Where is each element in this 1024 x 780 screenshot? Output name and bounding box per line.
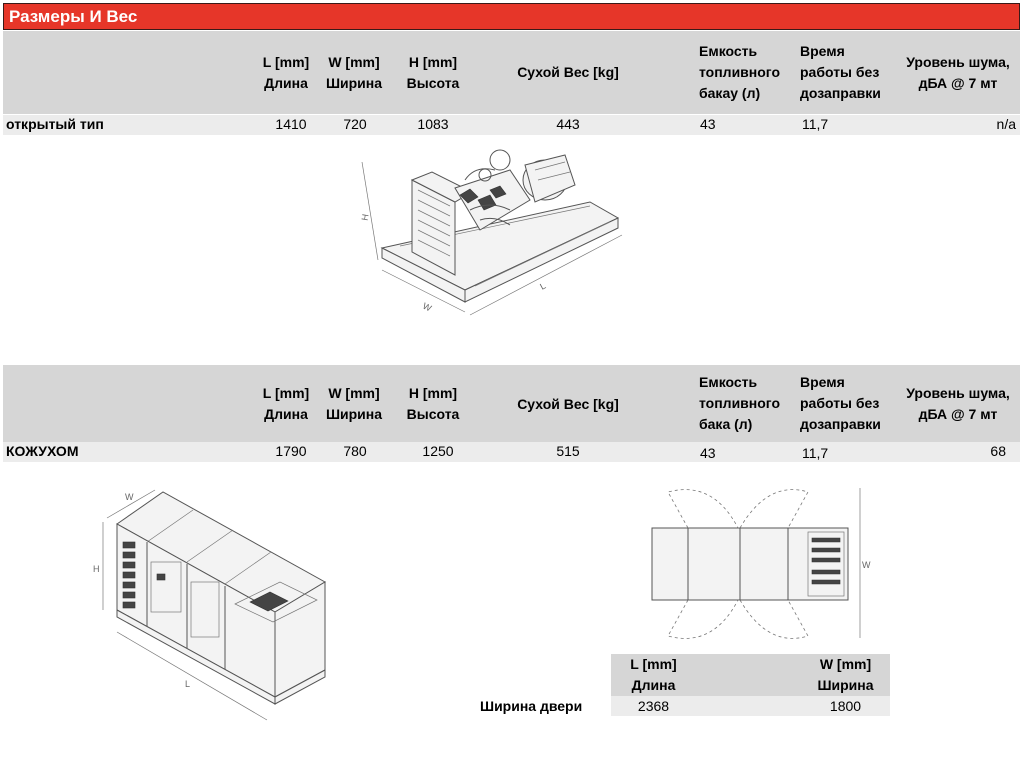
door-col-width-unit: W [mm]	[819, 656, 872, 672]
col-height-header	[398, 52, 468, 94]
canopy-header	[3, 365, 1020, 442]
col-runtime-line1-2: Время	[800, 374, 845, 390]
svg-text:H: H	[360, 213, 371, 222]
col-tank-line2: топливного	[699, 64, 780, 80]
canopy-runtime: 11,7	[802, 445, 829, 461]
col-length-header	[256, 52, 316, 94]
col-length-header-2	[256, 383, 316, 425]
open-type-noise: n/a	[996, 116, 1016, 132]
col-tank-header-2	[699, 372, 780, 435]
col-length-name-2: Длина	[264, 406, 308, 422]
canopy-tank: 43	[700, 445, 716, 461]
door-opening-drawing	[628, 478, 878, 648]
col-noise-line2-2: дБА @ 7 мт	[918, 406, 998, 422]
door-col-width-name: Ширина	[817, 677, 874, 693]
col-height-name-2: Высота	[406, 406, 460, 422]
door-width-header	[611, 654, 890, 696]
col-dry-weight-header-2: Сухой Вес [kg]	[517, 396, 619, 412]
col-width-name: Ширина	[325, 75, 383, 91]
open-type-header	[3, 31, 1020, 114]
svg-text:W: W	[862, 560, 871, 570]
col-dry-weight-header: Сухой Вес [kg]	[517, 64, 619, 80]
canopy-height: 1250	[422, 443, 454, 459]
col-tank-line2-2: топливного	[699, 395, 780, 411]
svg-text:L: L	[185, 679, 191, 689]
section-title-bar	[3, 3, 1020, 30]
col-noise-line2: дБА @ 7 мт	[918, 75, 998, 91]
open-type-row	[3, 115, 1020, 135]
col-noise-line1: Уровень шума,	[906, 54, 1010, 70]
door-width-width: 1800	[829, 698, 862, 714]
col-runtime-line3-2: дозаправки	[800, 416, 881, 432]
canopy-generator-drawing	[85, 482, 330, 732]
col-height-header-2	[398, 383, 468, 425]
door-width-label: Ширина двери	[480, 698, 583, 714]
col-height-unit: H [mm]	[408, 54, 458, 70]
col-length-name: Длина	[264, 75, 308, 91]
svg-text:L: L	[538, 280, 548, 292]
col-height-unit-2: H [mm]	[408, 385, 458, 401]
svg-text:W: W	[421, 300, 434, 314]
col-width-unit-2: W [mm]	[328, 385, 380, 401]
col-noise-header	[898, 52, 1018, 94]
col-runtime-line1: Время	[800, 43, 845, 59]
col-tank-line3: бакау (л)	[699, 85, 761, 101]
col-tank-line1: Емкость	[699, 43, 758, 59]
col-tank-header	[699, 41, 780, 104]
col-noise-line1-2: Уровень шума,	[906, 385, 1010, 401]
door-width-length: 2368	[637, 698, 670, 714]
col-width-name-2: Ширина	[325, 406, 383, 422]
door-col-width	[803, 654, 888, 696]
col-runtime-line2: работы без	[800, 64, 880, 80]
col-runtime-line2-2: работы без	[800, 395, 880, 411]
open-type-label: открытый тип	[6, 116, 104, 132]
open-type-height: 1083	[417, 116, 449, 132]
open-type-runtime: 11,7	[802, 116, 829, 132]
col-runtime-line3: дозаправки	[800, 85, 881, 101]
svg-text:H: H	[93, 564, 100, 574]
open-type-length: 1410	[275, 116, 307, 132]
open-type-dry-weight: 443	[556, 116, 580, 132]
col-width-unit: W [mm]	[328, 54, 380, 70]
col-width-header	[321, 52, 387, 94]
col-length-unit-2: L [mm]	[262, 385, 310, 401]
door-col-length-unit: L [mm]	[630, 656, 677, 672]
col-runtime-header-2	[800, 372, 881, 435]
open-type-width: 720	[343, 116, 367, 132]
canopy-width: 780	[343, 443, 367, 459]
canopy-dry-weight: 515	[556, 443, 580, 459]
col-noise-header-2	[898, 383, 1018, 425]
open-generator-drawing	[360, 140, 630, 345]
canopy-label: КОЖУХОМ	[6, 443, 79, 459]
door-col-length	[611, 654, 696, 696]
open-type-tank: 43	[700, 116, 716, 132]
door-width-row	[611, 696, 890, 716]
col-width-header-2	[321, 383, 387, 425]
col-tank-line1-2: Емкость	[699, 374, 758, 390]
col-runtime-header	[800, 41, 881, 104]
col-length-unit: L [mm]	[262, 54, 310, 70]
col-height-name: Высота	[406, 75, 460, 91]
canopy-row	[3, 442, 1020, 462]
canopy-length: 1790	[275, 443, 307, 459]
canopy-noise: 68	[990, 443, 1006, 459]
col-tank-line3-2: бака (л)	[699, 416, 753, 432]
svg-text:W: W	[125, 492, 134, 502]
section-title: Размеры И Вес	[9, 7, 138, 26]
door-col-length-name: Длина	[631, 677, 676, 693]
